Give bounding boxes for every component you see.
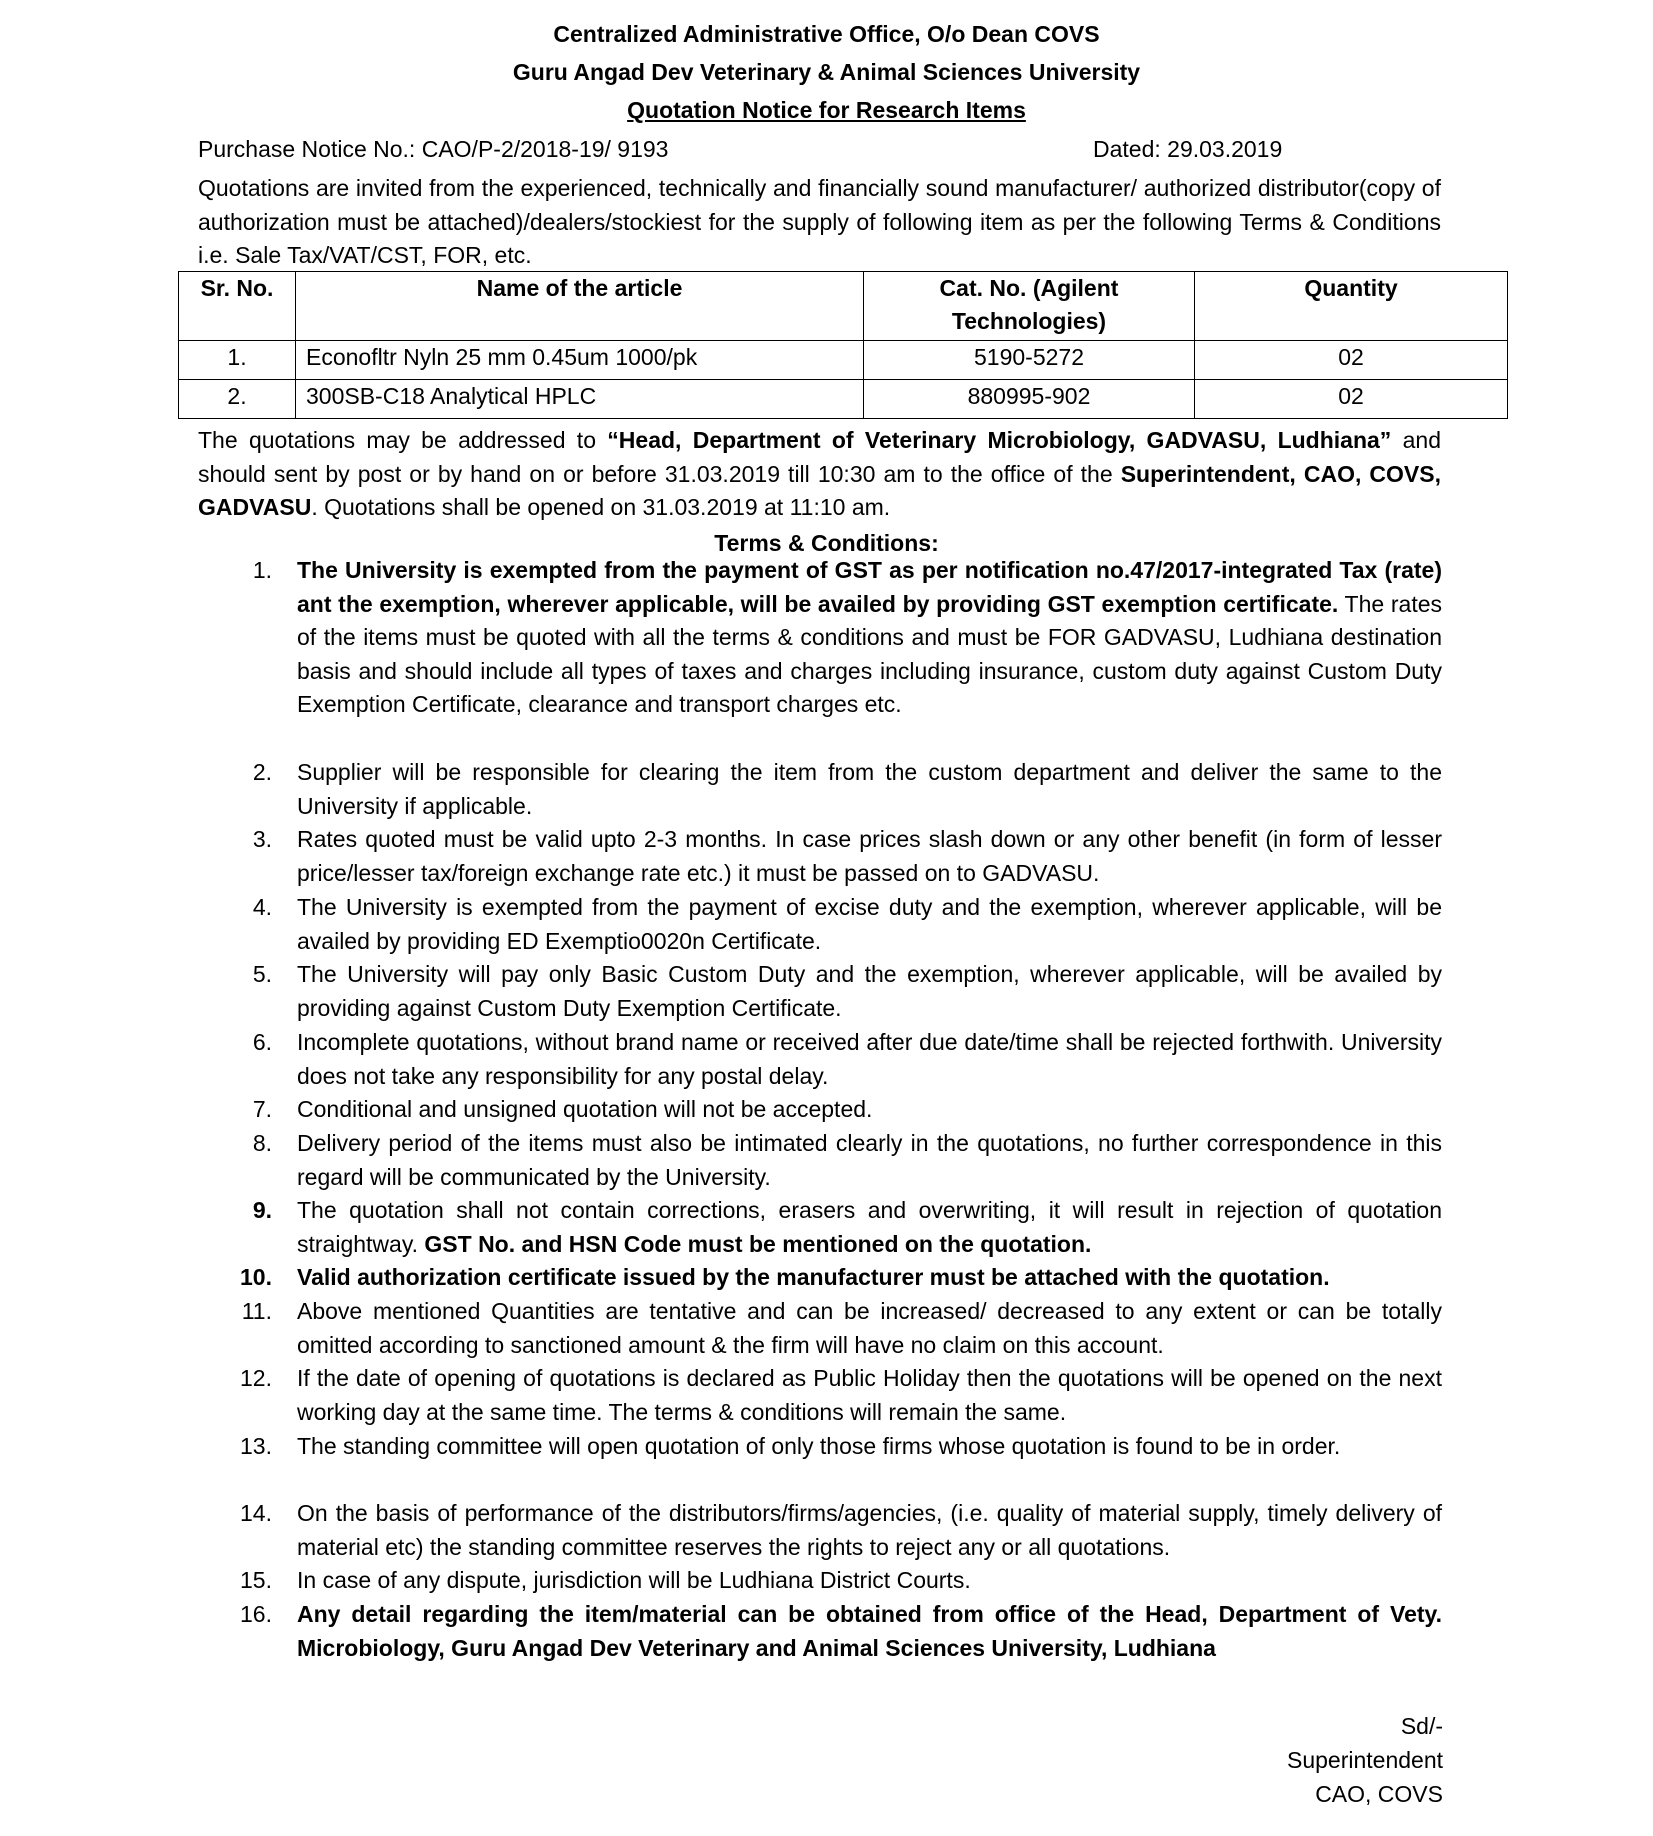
address-text: . Quotations shall be opened on 31.03.2019 at 11:10 am. — [311, 494, 891, 521]
term-plain-text: The quotation shall not contain corrections, erasers and overwriting, it will result in rejection of quotation straightway. — [297, 1197, 1442, 1257]
term-text — [297, 1598, 1442, 1665]
term-plain-text: Supplier will be responsible for clearing the item from the custom department and deliver the same to the University if applicable. — [297, 759, 1442, 819]
address-office: Superintendent, CAO, COVS, GADVASU — [198, 460, 1441, 521]
term-plain-text: Incomplete quotations, without brand name or received after due date/time shall be rejected forthwith. University does not take any responsibility for any postal delay. — [297, 1029, 1442, 1089]
term-text — [297, 1564, 1442, 1598]
cell-cat-no: 880995-902 — [864, 380, 1195, 419]
notice-date: Dated: 29.03.2019 — [1093, 136, 1283, 162]
signature-office: CAO, COVS — [1315, 1781, 1443, 1807]
address-paragraph — [198, 424, 1441, 525]
term-number: 8. — [252, 1130, 272, 1156]
term-number: 3. — [252, 826, 272, 852]
term-text — [297, 823, 1442, 890]
term-number: 11. — [241, 1298, 272, 1324]
term-number: 1. — [252, 557, 272, 583]
cell-article: 300SB-C18 Analytical HPLC — [296, 380, 864, 419]
signature-sd: Sd/- — [1400, 1713, 1443, 1739]
term-plain-text: If the date of opening of quotations is declared as Public Holiday then the quotations will be opened on the next working day at the same time. The terms & conditions will remain the same. — [297, 1365, 1442, 1425]
term-plain-text: The standing committee will open quotation of only those firms whose quotation is found to be in order. — [297, 1433, 1341, 1459]
term-number: 4. — [252, 894, 272, 920]
term-number: 13. — [240, 1433, 272, 1459]
address-text: and should sent by post or by hand on or before 31.03.2019 till 10:30 am to the office of the — [198, 427, 1441, 487]
table-header-row — [179, 272, 1508, 341]
cell-cat-no: 5190-5272 — [864, 341, 1195, 380]
term-text — [297, 1127, 1442, 1194]
term-number: 15. — [240, 1567, 272, 1593]
column-header-sr-no: Sr. No. — [179, 272, 296, 341]
cell-quantity: 02 — [1195, 380, 1508, 419]
column-header-article: Name of the article — [296, 272, 864, 341]
term-plain-text: Rates quoted must be valid upto 2-3 months. In case prices slash down or any other benefit (in form of lesser price/lesser tax/foreign exchange rate etc.) it must be passed on to GADVASU. — [297, 826, 1442, 886]
term-bold-text: Any detail regarding the item/material can be obtained from office of the Head, Department of Vety. Microbiology, Guru Angad Dev Veterinary and Animal Sciences University, Ludhiana — [297, 1601, 1442, 1661]
purchase-notice-number: Purchase Notice No.: CAO/P-2/2018-19/ 9193 — [198, 136, 669, 162]
term-number: 6. — [252, 1029, 272, 1055]
table-row — [179, 380, 1508, 419]
university-name: Guru Angad Dev Veterinary & Animal Sciences University — [512, 59, 1141, 85]
term-text — [297, 1430, 1442, 1464]
signature-designation: Superintendent — [1286, 1747, 1443, 1773]
term-text — [297, 1295, 1442, 1362]
term-number: 5. — [252, 961, 272, 987]
term-plain-text: The University is exempted from the payment of excise duty and the exemption, wherever applicable, will be availed by providing ED Exemptio0020n Certificate. — [297, 894, 1442, 954]
term-number: 16. — [240, 1601, 272, 1627]
column-header-quantity: Quantity — [1195, 272, 1508, 341]
term-plain-text: Delivery period of the items must also be intimated clearly in the quotations, no further correspondence in this regard will be communicated by the University. — [297, 1130, 1442, 1190]
intro-paragraph: Quotations are invited from the experienced, technically and financially sound manufacturer/ authorized distributor(copy of authorization must be attached)/dealers/stockiest for the supply of following item as per the following Terms & Conditions i.e. Sale Tax/VAT/CST, FOR, etc. — [198, 175, 1441, 269]
term-bold-text: Valid authorization certificate issued by the manufacturer must be attached with the quotation. — [297, 1264, 1330, 1290]
term-bold-text: GST No. and HSN Code must be mentioned on the quotation. — [424, 1230, 1092, 1257]
notice-title: Quotation Notice for Research Items — [627, 97, 1026, 123]
term-number: 9. — [252, 1197, 272, 1223]
term-number: 2. — [252, 759, 272, 785]
address-text: The quotations may be addressed to — [198, 427, 608, 453]
cell-article: Econofltr Nyln 25 mm 0.45um 1000/pk — [296, 341, 864, 380]
term-number: 10. — [240, 1264, 272, 1290]
table-row — [179, 341, 1508, 380]
term-text — [297, 1362, 1442, 1429]
term-text — [297, 756, 1442, 823]
address-addressee: “Head, Department of Veterinary Microbiology, GADVASU, Ludhiana” — [607, 427, 1392, 453]
term-text — [297, 1194, 1442, 1261]
term-plain-text: Conditional and unsigned quotation will not be accepted. — [297, 1096, 873, 1122]
term-text — [297, 958, 1442, 1025]
cell-sr-no: 1. — [179, 341, 296, 380]
term-number: 14. — [240, 1500, 272, 1526]
term-plain-text: On the basis of performance of the distributors/firms/agencies, (i.e. quality of material supply, timely delivery of material etc) the standing committee reserves the rights to reject any or all quotations. — [297, 1500, 1442, 1560]
term-text — [297, 1093, 1442, 1127]
items-table — [178, 271, 1508, 419]
term-plain-text: In case of any dispute, jurisdiction will be Ludhiana District Courts. — [297, 1567, 971, 1593]
term-text — [297, 1261, 1442, 1295]
term-text — [297, 891, 1442, 958]
term-plain-text: Above mentioned Quantities are tentative and can be increased/ decreased to any extent or can be totally omitted according to sanctioned amount & the firm will have no claim on this account. — [297, 1298, 1442, 1358]
term-number: 12. — [240, 1365, 272, 1391]
office-name: Centralized Administrative Office, O/o Dean COVS — [553, 21, 1100, 47]
terms-heading: Terms & Conditions: — [714, 530, 939, 556]
cell-sr-no: 2. — [179, 380, 296, 419]
term-plain-text: The rates of the items must be quoted with all the terms & conditions and must be FOR GADVASU, Ludhiana destination basis and should include all types of taxes and charges including insurance, custom duty against Custom Duty Exemption Certificate, clearance and transport charges etc. — [297, 590, 1443, 718]
term-number: 7. — [252, 1096, 272, 1122]
cell-quantity: 02 — [1195, 341, 1508, 380]
term-text — [297, 554, 1442, 722]
term-text — [297, 1497, 1442, 1564]
column-header-cat-no: Cat. No. (Agilent Technologies) — [864, 272, 1195, 341]
term-bold-text: The University is exempted from the payment of GST as per notification no.47/2017-integrated Tax (rate) ant the exemption, wherever applicable, will be availed by providing GST exemption certificate. — [297, 557, 1442, 617]
term-text — [297, 1026, 1442, 1093]
term-plain-text: The University will pay only Basic Custom Duty and the exemption, wherever applicable, will be availed by providing against Custom Duty Exemption Certificate. — [297, 961, 1442, 1021]
